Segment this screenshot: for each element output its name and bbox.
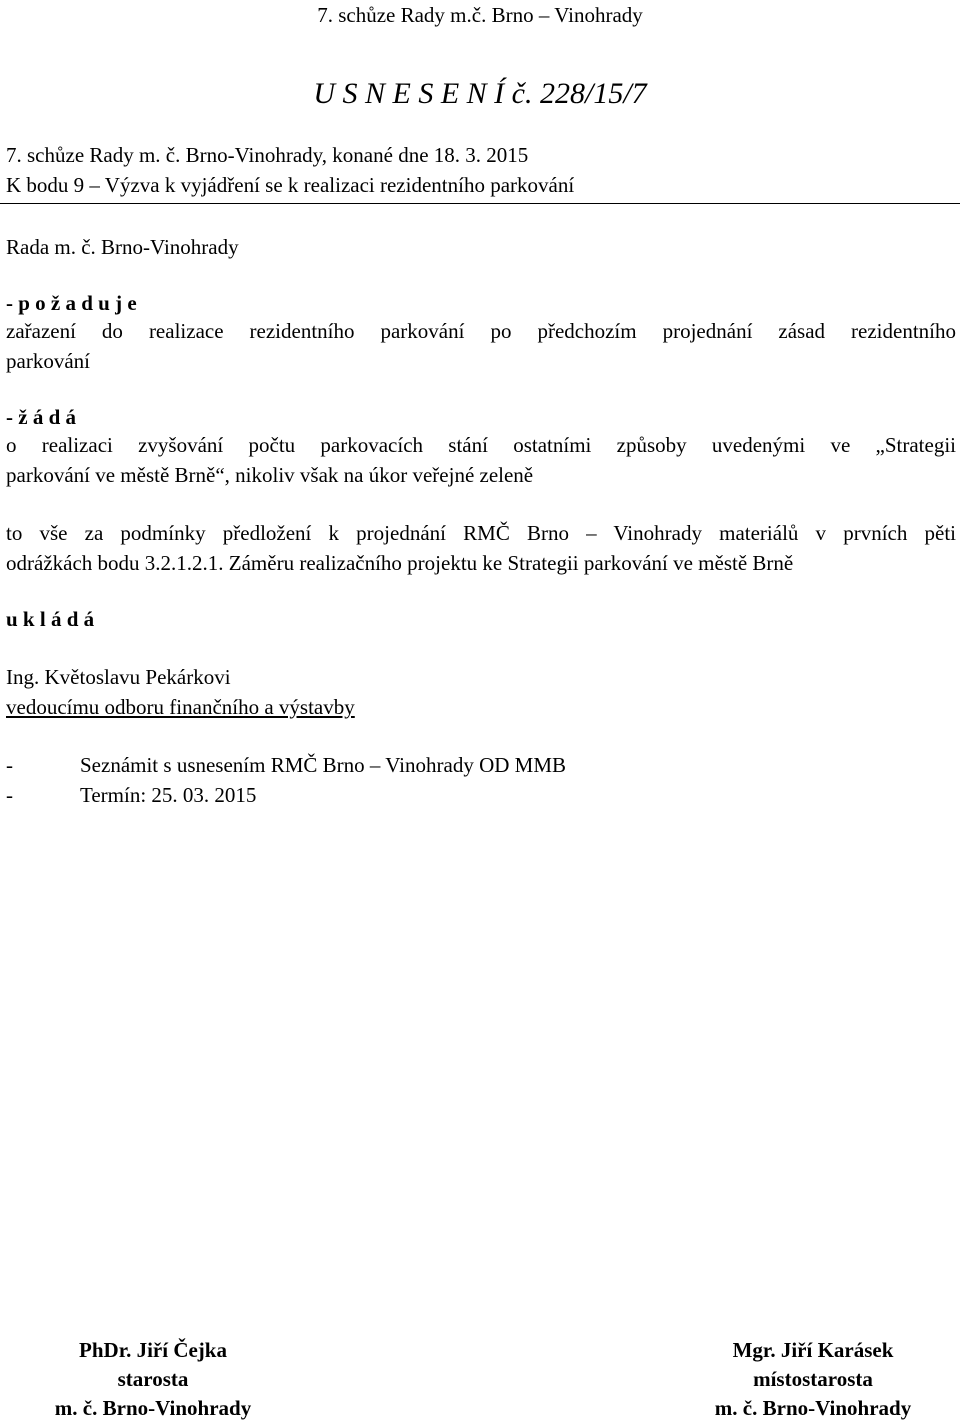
asks-text-line-2: parkování ve městě Brně“, nikoliv však na úkor veřejné zeleně bbox=[6, 463, 534, 487]
task-dash: - bbox=[6, 783, 13, 807]
task-item bbox=[6, 750, 566, 780]
meeting-line: 7. schůze Rady m. č. Brno-Vinohrady, konané dne 18. 3. 2015 bbox=[6, 143, 529, 167]
condition-text-line-1: to vše za podmínky předložení k projednání RMČ Brno – Vinohrady materiálů v prvních pěti bbox=[6, 521, 956, 545]
requires-text-line-1: zařazení do realizace rezidentního parkování po předchozím projednání zásad rezidentního bbox=[6, 319, 956, 343]
condition-text-line-2: odrážkách bodu 3.2.1.2.1. Záměru realizačního projektu ke Strategii parkování ve městě Brně bbox=[6, 551, 794, 575]
signature-right-org: m. č. Brno-Vinohrady bbox=[714, 1396, 912, 1420]
requires-heading: - p o ž a d u j e bbox=[6, 291, 137, 315]
task-dash: - bbox=[6, 753, 13, 777]
council-name: Rada m. č. Brno-Vinohrady bbox=[6, 235, 239, 259]
signature-left-org: m. č. Brno-Vinohrady bbox=[54, 1396, 252, 1420]
signature-right-name: Mgr. Jiří Karásek bbox=[732, 1338, 894, 1362]
agenda-item: K bodu 9 – Výzva k vyjádření se k realizaci rezidentního parkování bbox=[6, 173, 575, 197]
asks-heading: - ž á d á bbox=[6, 405, 76, 429]
resolution-title: U S N E S E N Í č. 228/15/7 bbox=[313, 77, 647, 110]
task-item bbox=[6, 780, 256, 810]
task-text: Termín: 25. 03. 2015 bbox=[80, 783, 257, 807]
signature-left-name: PhDr. Jiří Čejka bbox=[79, 1338, 227, 1362]
assignee-role: vedoucímu odboru finančního a výstavby bbox=[6, 695, 355, 719]
assigns-heading: u k l á d á bbox=[6, 607, 95, 631]
header-divider bbox=[0, 203, 960, 204]
requires-text-line-2: parkování bbox=[6, 349, 90, 373]
signature-left bbox=[3, 1336, 303, 1423]
signature-right bbox=[663, 1336, 960, 1423]
task-text: Seznámit s usnesením RMČ Brno – Vinohrady OD MMB bbox=[80, 753, 567, 777]
assignee-name: Ing. Květoslavu Pekárkovi bbox=[6, 665, 231, 689]
running-header: 7. schůze Rady m.č. Brno – Vinohrady bbox=[317, 3, 643, 27]
signature-left-title: starosta bbox=[117, 1367, 189, 1391]
asks-text-line-1: o realizaci zvyšování počtu parkovacích stání ostatními způsoby uvedenými ve „Strategii bbox=[6, 433, 956, 457]
signature-right-title: místostarosta bbox=[753, 1367, 873, 1391]
